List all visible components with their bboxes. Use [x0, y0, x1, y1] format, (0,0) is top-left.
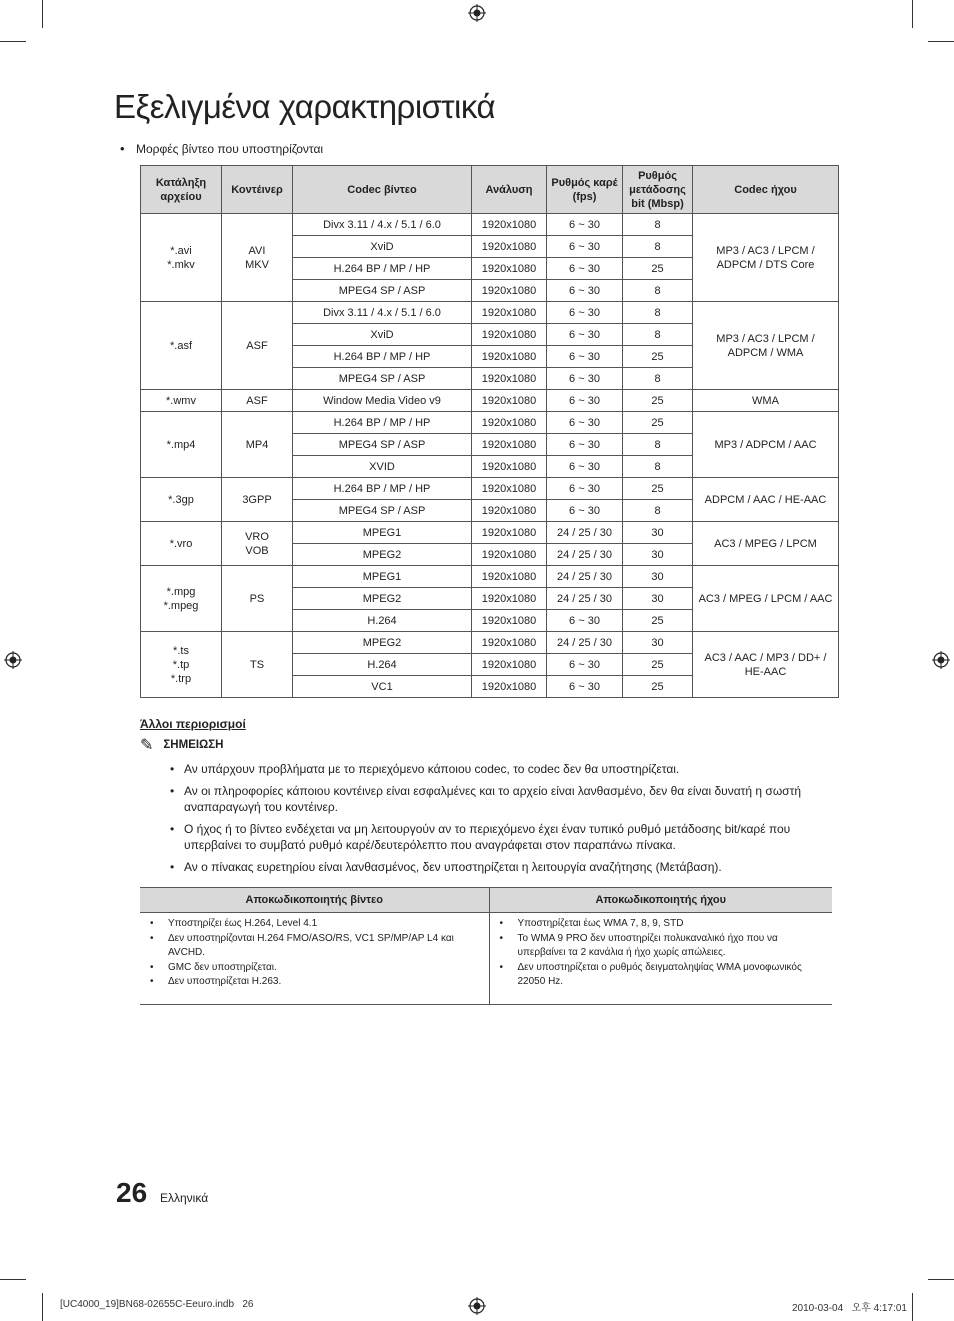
video-format-table — [140, 165, 839, 698]
cell-frame-rate: 6 ~ 30 — [547, 390, 623, 412]
table-row — [141, 412, 839, 434]
cell-bitrate: 8 — [623, 280, 693, 302]
header-frame-rate: Ρυθμός καρέ (fps) — [547, 166, 623, 214]
cell-extension: *.3gp — [141, 478, 222, 522]
cell-bitrate: 25 — [623, 390, 693, 412]
cell-resolution: 1920x1080 — [472, 654, 547, 676]
pencil-icon: ✎ — [140, 737, 154, 754]
cell-extension: *.wmv — [141, 390, 222, 412]
cell-audio-codec: AC3 / AAC / MP3 / DD+ / HE-AAC — [693, 632, 839, 698]
header-audio-codec: Codec ήχου — [693, 166, 839, 214]
cell-extension: *.mpg *.mpeg — [141, 566, 222, 632]
header-resolution: Ανάλυση — [472, 166, 547, 214]
cell-resolution: 1920x1080 — [472, 544, 547, 566]
cell-container: ASF — [222, 390, 293, 412]
cell-bitrate: 8 — [623, 236, 693, 258]
footer-file-info: [UC4000_19]BN68-02655C-Eeuro.indb 26 — [60, 1299, 254, 1310]
registration-mark-icon — [468, 4, 486, 22]
cell-audio-codec: ADPCM / AAC / HE-AAC — [693, 478, 839, 522]
cell-audio-codec: MP3 / ADPCM / AAC — [693, 412, 839, 478]
cell-resolution: 1920x1080 — [472, 280, 547, 302]
cell-bitrate: 25 — [623, 412, 693, 434]
cell-frame-rate: 6 ~ 30 — [547, 258, 623, 280]
cell-video-codec: H.264 BP / MP / HP — [293, 478, 472, 500]
cell-bitrate: 8 — [623, 368, 693, 390]
cell-audio-codec: AC3 / MPEG / LPCM / AAC — [693, 566, 839, 632]
list-item: • GMC δεν υποστηρίζεται. — [148, 961, 483, 976]
cell-frame-rate: 6 ~ 30 — [547, 456, 623, 478]
cell-resolution: 1920x1080 — [472, 588, 547, 610]
cell-resolution: 1920x1080 — [472, 676, 547, 698]
crop-mark — [0, 1279, 26, 1280]
cell-bitrate: 8 — [623, 456, 693, 478]
list-item: • Υποστηρίζεται έως WMA 7, 8, 9, STD — [498, 917, 827, 932]
list-item: • Υποστηρίζει έως H.264, Level 4.1 — [148, 917, 483, 932]
bullet: • — [120, 141, 125, 156]
registration-mark-icon — [468, 1297, 486, 1315]
table-header-row — [141, 166, 839, 214]
table-row — [141, 566, 839, 588]
table-row — [141, 522, 839, 544]
cell-bitrate: 25 — [623, 346, 693, 368]
page-number: 26 — [116, 1177, 148, 1208]
list-item: • Δεν υποστηρίζεται H.263. — [148, 975, 483, 990]
cell-extension: *.avi *.mkv — [141, 214, 222, 302]
cell-resolution: 1920x1080 — [472, 214, 547, 236]
header-video-decoder: Αποκωδικοποιητής βίντεο — [140, 888, 489, 913]
cell-resolution: 1920x1080 — [472, 412, 547, 434]
cell-resolution: 1920x1080 — [472, 258, 547, 280]
cell-bitrate: 8 — [623, 302, 693, 324]
list-item: • Αν οι πληροφορίες κάποιου κοντέινερ είναι εσφαλμένες και το αρχείο είναι λανθασμένο, δεν θα είναι δυνατή η σωστή αναπαραγωγή του κοντέινερ. — [170, 783, 830, 815]
cell-resolution: 1920x1080 — [472, 478, 547, 500]
cell-frame-rate: 24 / 25 / 30 — [547, 588, 623, 610]
cell-video-codec: MPEG2 — [293, 544, 472, 566]
cell-resolution: 1920x1080 — [472, 302, 547, 324]
cell-video-codec: MPEG2 — [293, 588, 472, 610]
cell-container: 3GPP — [222, 478, 293, 522]
video-decoder-cell — [140, 913, 489, 1005]
cell-frame-rate: 6 ~ 30 — [547, 676, 623, 698]
list-item: • Δεν υποστηρίζεται ο ρυθμός δειγματοληψίας WMA μονοφωνικός 22050 Hz. — [498, 961, 827, 990]
cell-audio-codec: MP3 / AC3 / LPCM / ADPCM / DTS Core — [693, 214, 839, 302]
cell-video-codec: Window Media Video v9 — [293, 390, 472, 412]
cell-video-codec: VC1 — [293, 676, 472, 698]
cell-resolution: 1920x1080 — [472, 456, 547, 478]
table-row — [141, 478, 839, 500]
registration-mark-icon — [932, 651, 950, 669]
cell-video-codec: Divx 3.11 / 4.x / 5.1 / 6.0 — [293, 302, 472, 324]
note-label-row — [140, 735, 830, 755]
cell-container: VRO VOB — [222, 522, 293, 566]
cell-extension: *.asf — [141, 302, 222, 390]
cell-video-codec: H.264 — [293, 654, 472, 676]
note-label: ΣΗΜΕΙΩΣΗ — [163, 739, 224, 751]
cell-frame-rate: 24 / 25 / 30 — [547, 544, 623, 566]
cell-video-codec: XVID — [293, 456, 472, 478]
cell-video-codec: H.264 — [293, 610, 472, 632]
cell-resolution: 1920x1080 — [472, 368, 547, 390]
cell-resolution: 1920x1080 — [472, 346, 547, 368]
cell-bitrate: 25 — [623, 610, 693, 632]
cell-resolution: 1920x1080 — [472, 434, 547, 456]
restrictions-section — [140, 717, 830, 881]
cell-bitrate: 8 — [623, 500, 693, 522]
cell-resolution: 1920x1080 — [472, 236, 547, 258]
cell-resolution: 1920x1080 — [472, 522, 547, 544]
table-row — [140, 913, 832, 1005]
cell-bitrate: 25 — [623, 478, 693, 500]
cell-resolution: 1920x1080 — [472, 390, 547, 412]
cell-resolution: 1920x1080 — [472, 632, 547, 654]
cell-extension: *.vro — [141, 522, 222, 566]
header-extension: Κατάληξη αρχείου — [141, 166, 222, 214]
cell-audio-codec: WMA — [693, 390, 839, 412]
header-container: Κοντέινερ — [222, 166, 293, 214]
cell-frame-rate: 6 ~ 30 — [547, 346, 623, 368]
cell-extension: *.ts *.tp *.trp — [141, 632, 222, 698]
cell-video-codec: XviD — [293, 324, 472, 346]
cell-video-codec: MPEG1 — [293, 522, 472, 544]
restrictions-list — [140, 761, 830, 875]
page-language: Ελληνικά — [160, 1191, 209, 1205]
cell-bitrate: 25 — [623, 654, 693, 676]
cell-frame-rate: 6 ~ 30 — [547, 280, 623, 302]
cell-frame-rate: 6 ~ 30 — [547, 302, 623, 324]
crop-mark — [0, 41, 26, 42]
cell-frame-rate: 24 / 25 / 30 — [547, 632, 623, 654]
cell-video-codec: MPEG4 SP / ASP — [293, 500, 472, 522]
cell-video-codec: MPEG4 SP / ASP — [293, 280, 472, 302]
cell-bitrate: 25 — [623, 676, 693, 698]
table-row — [141, 302, 839, 324]
cell-video-codec: XviD — [293, 236, 472, 258]
cell-frame-rate: 6 ~ 30 — [547, 324, 623, 346]
list-item: • Δεν υποστηρίζονται H.264 FMO/ASO/RS, VC1 SP/MP/AP L4 και AVCHD. — [148, 932, 483, 961]
cell-bitrate: 8 — [623, 214, 693, 236]
cell-frame-rate: 6 ~ 30 — [547, 478, 623, 500]
cell-frame-rate: 6 ~ 30 — [547, 500, 623, 522]
cell-video-codec: H.264 BP / MP / HP — [293, 412, 472, 434]
crop-mark — [928, 41, 954, 42]
cell-bitrate: 30 — [623, 522, 693, 544]
registration-mark-icon — [4, 651, 22, 669]
cell-bitrate: 30 — [623, 566, 693, 588]
cell-resolution: 1920x1080 — [472, 610, 547, 632]
cell-bitrate: 8 — [623, 434, 693, 456]
cell-resolution: 1920x1080 — [472, 566, 547, 588]
cell-video-codec: Divx 3.11 / 4.x / 5.1 / 6.0 — [293, 214, 472, 236]
list-item: • Το WMA 9 PRO δεν υποστηρίζει πολυκαναλικό ήχο που να υπερβαίνει τα 2 κανάλια ή ήχο χωρίς απώλειες. — [498, 932, 827, 961]
crop-mark — [42, 1293, 43, 1321]
table-row — [141, 390, 839, 412]
cell-video-codec: MPEG2 — [293, 632, 472, 654]
list-item: • Ο ήχος ή το βίντεο ενδέχεται να μη λειτουργούν αν το περιεχόμενο έχει έναν τυπικό ρυθμό μετάδοσης bit/καρέ που υπερβαίνει το συμβατό ρυθμό καρέ/δευτερόλεπτο που αναγράφεται στον παραπάνω πίνακα. — [170, 821, 830, 853]
cell-container: ASF — [222, 302, 293, 390]
cell-resolution: 1920x1080 — [472, 500, 547, 522]
cell-frame-rate: 24 / 25 / 30 — [547, 566, 623, 588]
cell-frame-rate: 6 ~ 30 — [547, 654, 623, 676]
header-video-codec: Codec βίντεο — [293, 166, 472, 214]
cell-resolution: 1920x1080 — [472, 324, 547, 346]
cell-bitrate: 30 — [623, 544, 693, 566]
intro-line — [120, 141, 323, 156]
crop-mark — [912, 0, 913, 28]
cell-frame-rate: 6 ~ 30 — [547, 434, 623, 456]
crop-mark — [42, 0, 43, 28]
list-item: • Αν ο πίνακας ευρετηρίου είναι λανθασμένος, δεν υποστηρίζεται η λειτουργία αναζήτησης (Μετάβαση). — [170, 859, 830, 875]
crop-mark — [928, 1279, 954, 1280]
cell-frame-rate: 6 ~ 30 — [547, 412, 623, 434]
cell-bitrate: 25 — [623, 258, 693, 280]
cell-container: AVI MKV — [222, 214, 293, 302]
cell-frame-rate: 6 ~ 30 — [547, 236, 623, 258]
cell-bitrate: 30 — [623, 588, 693, 610]
page-title: Εξελιγμένα χαρακτηριστικά — [114, 88, 496, 125]
cell-frame-rate: 6 ~ 30 — [547, 214, 623, 236]
cell-container: MP4 — [222, 412, 293, 478]
cell-extension: *.mp4 — [141, 412, 222, 478]
table-row — [141, 632, 839, 654]
cell-bitrate: 8 — [623, 324, 693, 346]
cell-frame-rate: 6 ~ 30 — [547, 610, 623, 632]
cell-video-codec: MPEG4 SP / ASP — [293, 368, 472, 390]
table-header-row — [140, 888, 832, 913]
audio-decoder-cell — [489, 913, 832, 1005]
cell-video-codec: H.264 BP / MP / HP — [293, 346, 472, 368]
cell-bitrate: 30 — [623, 632, 693, 654]
restrictions-heading: Άλλοι περιορισμοί — [140, 717, 246, 731]
cell-video-codec: H.264 BP / MP / HP — [293, 258, 472, 280]
footer-timestamp: 2010-03-04 오후 4:17:01 — [792, 1303, 907, 1314]
cell-audio-codec: MP3 / AC3 / LPCM / ADPCM / WMA — [693, 302, 839, 390]
header-bitrate: Ρυθμός μετάδοσης bit (Mbsp) — [623, 166, 693, 214]
cell-frame-rate: 24 / 25 / 30 — [547, 522, 623, 544]
crop-mark — [912, 1293, 913, 1321]
cell-video-codec: MPEG4 SP / ASP — [293, 434, 472, 456]
cell-video-codec: MPEG1 — [293, 566, 472, 588]
cell-container: PS — [222, 566, 293, 632]
cell-container: TS — [222, 632, 293, 698]
table-row — [141, 214, 839, 236]
cell-audio-codec: AC3 / MPEG / LPCM — [693, 522, 839, 566]
cell-frame-rate: 6 ~ 30 — [547, 368, 623, 390]
list-item: • Αν υπάρχουν προβλήματα με το περιεχόμενο κάποιου codec, το codec δεν θα υποστηρίζεται. — [170, 761, 830, 777]
decoder-table — [140, 887, 832, 1005]
intro-text: Μορφές βίντεο που υποστηρίζονται — [136, 142, 324, 156]
header-audio-decoder: Αποκωδικοποιητής ήχου — [489, 888, 832, 913]
